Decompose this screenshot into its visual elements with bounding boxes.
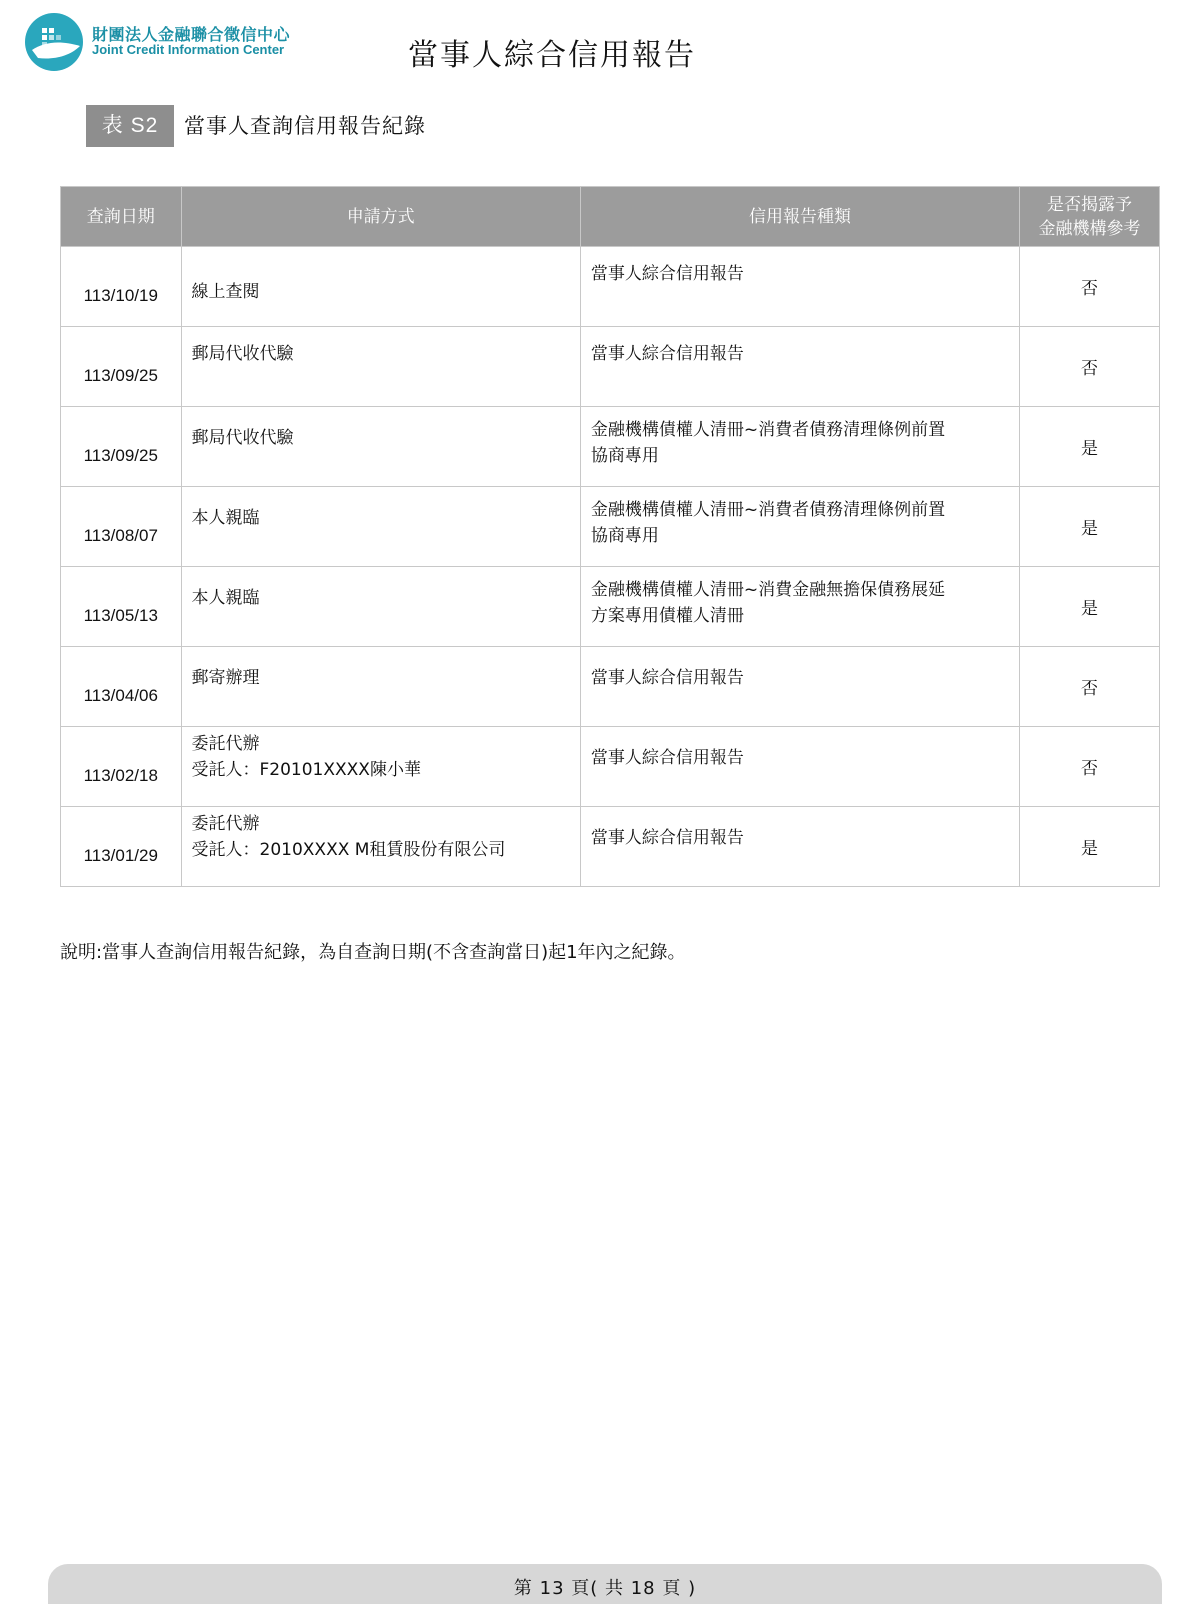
table-row [61, 407, 1160, 487]
table-row [61, 727, 1160, 807]
disclose-value: 是 [1081, 839, 1099, 859]
type-line1: 當事人綜合信用報告 [590, 748, 744, 768]
logo-chinese-name: 財團法人金融聯合徵信中心 [92, 25, 291, 44]
disclose-value: 否 [1081, 759, 1099, 779]
date-value: 113/10/19 [83, 285, 158, 305]
cell-report-type [580, 247, 1019, 327]
inquiry-records-table [60, 186, 1160, 887]
header-disclose [1020, 187, 1160, 247]
method-line1: 郵寄辦理 [191, 668, 260, 688]
document-title: 當事人綜合信用報告 [408, 38, 696, 73]
type-line2: 協商專用 [590, 526, 659, 546]
type-line1: 當事人綜合信用報告 [590, 668, 744, 688]
cell-method [181, 407, 580, 487]
cell-method [181, 487, 580, 567]
cell-report-type [580, 727, 1019, 807]
cell-report-type [580, 567, 1019, 647]
cell-disclose [1020, 727, 1160, 807]
cell-method [181, 567, 580, 647]
cell-report-type [580, 407, 1019, 487]
type-line2: 方案專用債權人清冊 [590, 606, 744, 626]
cell-disclose [1020, 247, 1160, 327]
cell-date [61, 247, 182, 327]
cell-method [181, 807, 580, 887]
header-query-date: 查詢日期 [61, 187, 182, 247]
method-line1: 郵局代收代驗 [191, 344, 294, 364]
cell-disclose [1020, 647, 1160, 727]
disclose-value: 是 [1081, 599, 1099, 619]
section-title: 當事人查詢信用報告紀錄 [184, 114, 426, 138]
type-line1: 當事人綜合信用報告 [590, 344, 744, 364]
method-line2: 受託人：2010XXXX M租賃股份有限公司 [191, 840, 506, 860]
cell-date [61, 567, 182, 647]
method-line1: 本人親臨 [191, 588, 260, 608]
type-line2: 協商專用 [590, 446, 659, 466]
type-line1: 金融機構債權人清冊~消費者債務清理條例前置 [590, 500, 946, 520]
header-disclose-line2: 金融機構參考 [1038, 218, 1141, 239]
disclose-value: 是 [1081, 439, 1099, 459]
table-row [61, 327, 1160, 407]
cell-report-type [580, 487, 1019, 567]
date-value: 113/08/07 [83, 525, 158, 545]
method-line1: 委託代辦 [191, 814, 260, 834]
cell-method [181, 327, 580, 407]
cell-date [61, 407, 182, 487]
table-row [61, 647, 1160, 727]
method-line1: 郵局代收代驗 [191, 428, 294, 448]
cell-method [181, 247, 580, 327]
cell-method [181, 727, 580, 807]
cell-disclose [1020, 407, 1160, 487]
cell-report-type [580, 647, 1019, 727]
type-line1: 金融機構債權人清冊~消費金融無擔保債務展延 [590, 580, 946, 600]
cell-disclose [1020, 807, 1160, 887]
page-number: 第 13 頁( 共 18 頁 ) [513, 1578, 697, 1599]
type-line1: 當事人綜合信用報告 [590, 264, 744, 284]
date-value: 113/09/25 [83, 445, 158, 465]
date-value: 113/02/18 [83, 765, 158, 785]
jcic-logo-icon [24, 12, 84, 72]
date-value: 113/01/29 [83, 845, 158, 865]
cell-date [61, 327, 182, 407]
cell-date [61, 647, 182, 727]
cell-disclose [1020, 487, 1160, 567]
cell-report-type [580, 327, 1019, 407]
table-row [61, 567, 1160, 647]
cell-report-type [580, 807, 1019, 887]
type-line1: 當事人綜合信用報告 [590, 828, 744, 848]
explanation-note: 說明:當事人查詢信用報告紀錄，為自查詢日期(不含查詢當日)起1年內之紀錄。 [60, 942, 686, 963]
date-value: 113/05/13 [83, 605, 158, 625]
table-row [61, 807, 1160, 887]
cell-date [61, 487, 182, 567]
header-report-type: 信用報告種類 [580, 187, 1019, 247]
disclose-value: 是 [1081, 519, 1099, 539]
page-footer [48, 1564, 1162, 1604]
table-row [61, 247, 1160, 327]
method-line2: 受託人：F20101XXXX陳小華 [191, 760, 421, 780]
disclose-value: 否 [1081, 279, 1099, 299]
logo-english-name: Joint Credit Information Center [92, 42, 285, 57]
cell-method [181, 647, 580, 727]
table-header-row [61, 187, 1160, 247]
type-line1: 金融機構債權人清冊~消費者債務清理條例前置 [590, 420, 946, 440]
date-value: 113/09/25 [83, 365, 158, 385]
date-value: 113/04/06 [83, 685, 158, 705]
table-row [61, 487, 1160, 567]
header-disclose-line1: 是否揭露予 [1047, 194, 1133, 215]
method-line1: 委託代辦 [191, 734, 260, 754]
method-line1: 本人親臨 [191, 508, 260, 528]
disclose-value: 否 [1081, 679, 1099, 699]
section-badge: 表 S2 [86, 105, 174, 147]
cell-date [61, 807, 182, 887]
header-application-method: 申請方式 [181, 187, 580, 247]
cell-date [61, 727, 182, 807]
cell-disclose [1020, 567, 1160, 647]
method-line1: 線上查閱 [191, 282, 260, 302]
cell-disclose [1020, 327, 1160, 407]
disclose-value: 否 [1081, 359, 1099, 379]
jcic-logo [24, 12, 324, 72]
